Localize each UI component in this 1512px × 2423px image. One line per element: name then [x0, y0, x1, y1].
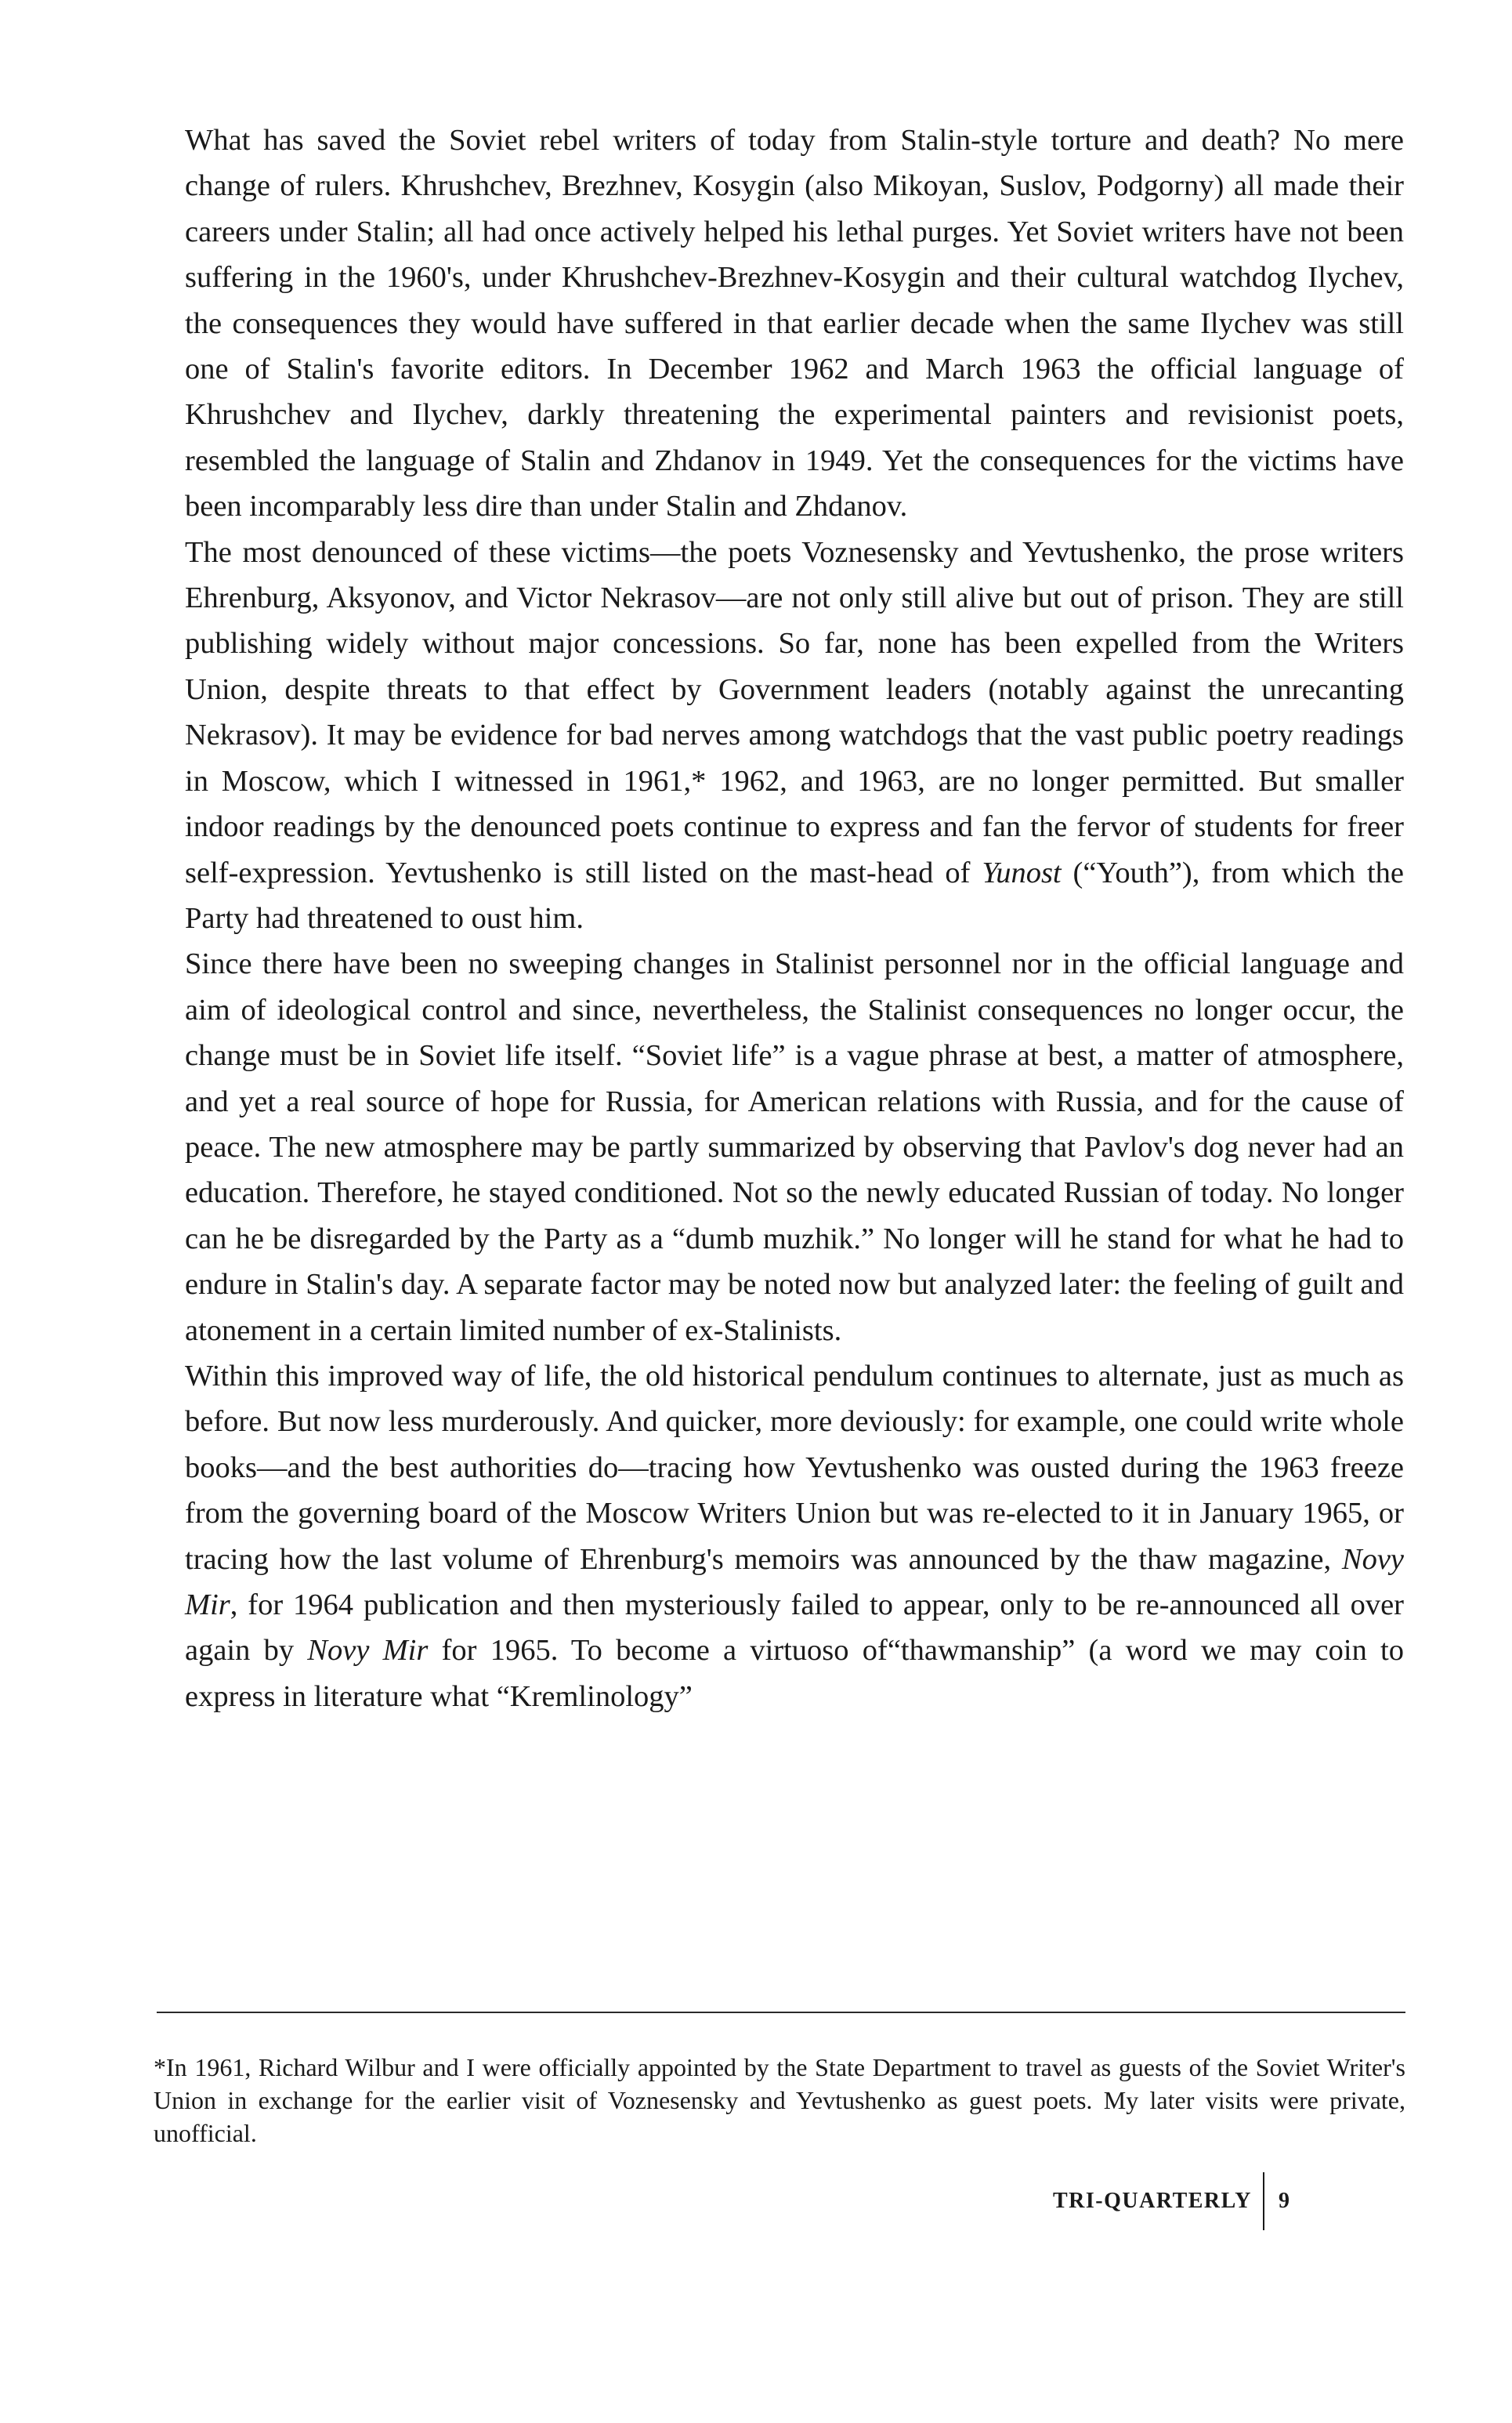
- paragraph-2-text: The most denounced of these victims—the poets Voznesensky and Yevtushenko, the prose writers Ehrenburg, Aksyonov, and Victor Nekrasov—are not only still alive but out of prison. They are still publishing widely without major concessions. So far, none has been expelled from the Writers Union, despite threats to that effect by Government leaders (notably against the unrecanting Nekrasov). It may be evidence for bad nerves among watchdogs that the vast public poetry readings in Moscow, which I witnessed in 1961,* 1962, and 1963, are no longer permitted. But smaller indoor readings by the denounced poets continue to express and fan the fervor of students for freer self-expression. Yevtushenko is still listed on the mast-head of: [185, 535, 1404, 889]
- paragraph-2: [185, 530, 1404, 942]
- paragraph-1: What has saved the Soviet rebel writers of today from Stalin-style torture and death? No mere change of rulers. Khrushchev, Brezhnev, Kosygin (also Mikoyan, Suslov, Podgorny) all made their careers under Stalin; all had once actively helped his lethal purges. Yet Soviet writers have not been suffering in the 1960's, under Khrushchev-Brezhnev-Kosygin and their cultural watchdog Ilychev, the consequences they would have suffered in that earlier decade when the same Ilychev was still one of Stalin's favorite editors. In December 1962 and March 1963 the official language of Khrushchev and Ilychev, darkly threatening the experimental painters and revisionist poets, resembled the language of Stalin and Zhdanov in 1949. Yet the consequences for the victims have been incomparably less dire than under Stalin and Zhdanov.: [185, 124, 1404, 523]
- journal-title-novy-mir: Novy Mir: [185, 1542, 1404, 1621]
- article-body: [185, 118, 1404, 1719]
- paragraph-4: [185, 1353, 1404, 1719]
- paragraph-4-text: Within this improved way of life, the old historical pendulum continues to alternate, just as much as before. But now less murderously. And quicker, more deviously: for example, one could write whole books—and the best authorities do—tracing how Yevtushenko was ousted during the 1963 freeze from the governing board of the Moscow Writers Union but was re-elected to it in January 1965, or tracing how the last volume of Ehrenburg's memoirs was announced by the thaw magazine,: [185, 1359, 1404, 1576]
- footnote: *In 1961, Richard Wilbur and I were officially appointed by the State Department to travel as guests of the Soviet Writer's Union in exchange for the earlier visit of Voznesensky and Yevtushenko as guest poets. My later visits were private, unofficial.: [154, 2053, 1405, 2147]
- journal-title-novy-mir-2: Novy Mir: [307, 1634, 429, 1668]
- paragraph-2-tail: (“Youth”), from which the Party had threatened to oust him.: [185, 856, 1405, 935]
- page-number: 9: [1278, 2189, 1290, 2213]
- page-footer: [1053, 2172, 1290, 2230]
- footnote-divider: [157, 2012, 1405, 2013]
- paragraph-4-middle: , for 1964 publication and then mysteriously failed to appear, only to be re-announced all over again by: [185, 1588, 1404, 1668]
- paragraph-4-tail: for 1965. To become a virtuoso of“thawmanship” (a word we may coin to express in literature what “Kremlinology”: [185, 1634, 1405, 1713]
- paragraph-3: Since there have been no sweeping changes in Stalinist personnel nor in the official language and aim of ideological control and since, nevertheless, the Stalinist consequences no longer occur, the change must be in Soviet life itself. “Soviet life” is a vague phrase at best, a matter of atmosphere, and yet a real source of hope for Russia, for American relations with Russia, and for the cause of peace. The new atmosphere may be partly summarized by observing that Pavlov's dog never had an education. Therefore, he stayed conditioned. Not so the newly educated Russian of today. No longer can he be disregarded by the Party as a “dumb muzhik.” No longer will he stand for what he had to endure in Stalin's day. A separate factor may be noted now but analyzed later: the feeling of guilt and atonement in a certain limited number of ex-Stalinists.: [185, 947, 1404, 1347]
- journal-title-yunost: Yunost: [982, 856, 1062, 889]
- running-head: TRI-QUARTERLY: [1053, 2189, 1252, 2213]
